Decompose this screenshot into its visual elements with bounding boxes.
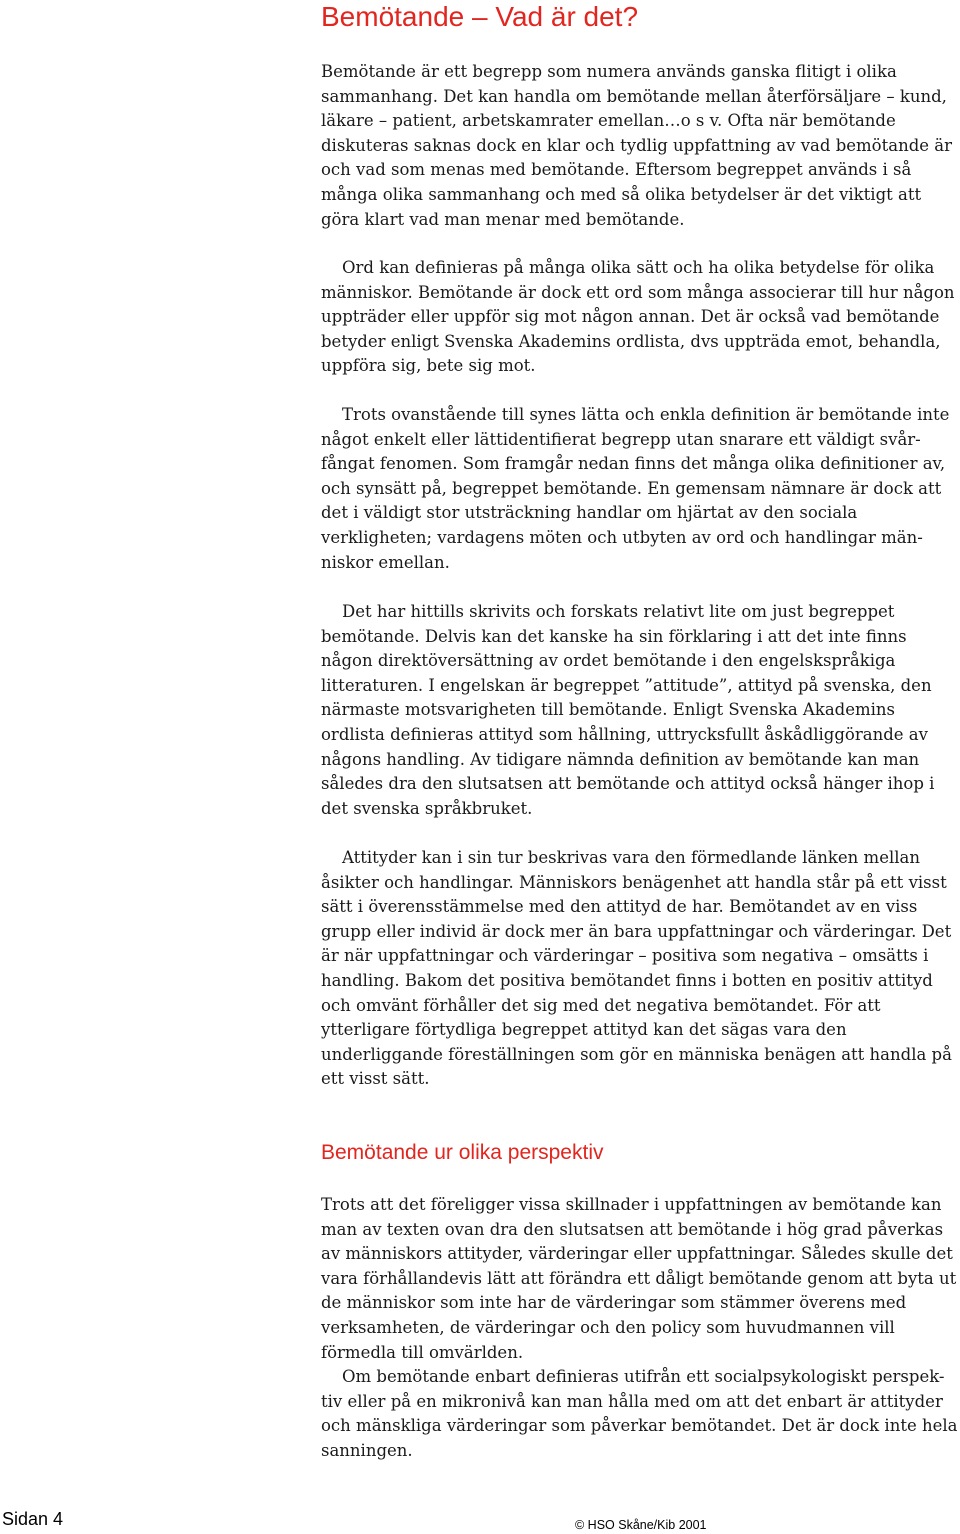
body-paragraph-perspective: Om bemötande enbart definieras utifrån ett socialpsykologiskt perspek-tiv eller på en mikronivå kan man hålla med om att det enbart är attityder och mänskliga värderingar som påverkar bemötandet. Det är dock inte hela sanningen. <box>321 1367 958 1460</box>
section-heading-perspectives: Bemötande ur olika perspektiv <box>321 1141 604 1164</box>
body-paragraph-attitudes-actions: Attityder kan i sin tur beskrivas vara den förmedlande länken mellan åsikter och handlingar. Människors benägenhet att handla står på ett visst sätt i överensstämmelse med den attityd de har. Bemötandet av en viss grupp eller individ är dock mer än bara uppfattningar och värderingar. Det är när uppfattningar och värderingar – positiva som negativa – omsätts i handling. Bakom det positiva bemötandet finns i botten en positiv attityd och omvänt förhåller det sig med det negativa bemötandet. För att ytterligare förtydliga begreppet attityd kan det sägas vara den underliggande föreställningen som gör en människa benägen att handla på ett visst sätt. <box>321 848 952 1089</box>
page-number: Sidan 4 <box>2 1509 64 1529</box>
body-paragraph-definition: Ord kan definieras på många olika sätt och ha olika betydelse för olika människor. Bemötande är dock ett ord som många associerar till hur någon uppträder eller uppför sig mot någon annan. Det är också vad bemötande betyder enligt Svenska Akademins ordlista, dvs uppträda emot, behandla, uppföra sig, bete sig mot. <box>321 258 955 376</box>
body-paragraph-conclusion: Trots att det föreligger vissa skillnader i uppfattningen av bemötande kan man av texten ovan dra den slutsatsen att bemötande i hög grad påverkas av människors attityder, värderingar eller uppfattningar. Således skulle det vara förhållandevis lätt att förändra ett dåligt bemötande genom att byta ut de människor som inte har de värderingar som stämmer överens med verksamheten, de värderingar och den policy som huvudmannen vill förmedla till omvärlden. <box>321 1195 957 1362</box>
copyright-notice: © HSO Skåne/Kib 2001 <box>575 1518 707 1532</box>
intro-paragraph: Bemötande är ett begrepp som numera används ganska flitigt i olika sammanhang. Det kan handla om bemötande mellan återförsäljare – kund, läkare – patient, arbetskamrater emellan…o s v. Ofta när bemötande diskuteras saknas dock en klar och tydlig uppfattning av vad bemötande är och vad som menas med bemötande. Eftersom begreppet används i så många olika sammanhang och med så olika betydelser är det viktigt att göra klart vad man menar med bemötande. <box>321 62 952 229</box>
page-title: Bemötande – Vad är det? <box>321 1 639 32</box>
body-paragraph-attitude: Det har hittills skrivits och forskats relativt lite om just begreppet bemötande. Delvis kan det kanske ha sin förklaring i att det inte finns någon direktöversättning av ordet bemötande i den engelskspråkiga litteraturen. I engelskan är begreppet ”attitude”, attityd på svenska, den närmaste motsvarigheten till bemötande. Enligt Svenska Akademins ordlista definieras attityd som hållning, uttrycksfullt åskådliggörande av någons handling. Av tidigare nämnda definition av bemötande kan man således dra den slutsatsen att bemötande och attityd också hänger ihop i det svenska språkbruket. <box>321 602 935 818</box>
body-paragraph-phenomenon: Trots ovanstående till synes lätta och enkla definition är bemötande inte något enkelt eller lättidentifierat begrepp utan snarare ett väldigt svår-fångat fenomen. Som framgår nedan finns det många olika definitioner av, och synsätt på, begreppet bemötande. En gemensam nämnare är dock att det i väldigt stor utsträckning handlar om hjärtat av den sociala verkligheten; vardagens möten och utbyten av ord och handlingar män-niskor emellan. <box>321 405 950 572</box>
